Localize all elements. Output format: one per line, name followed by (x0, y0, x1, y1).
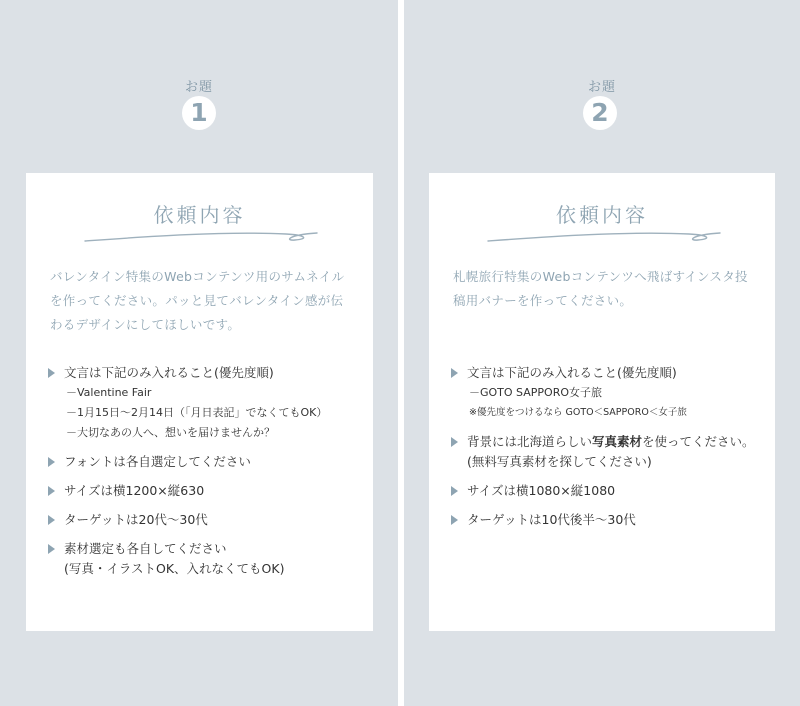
bullet-text: 文言は下記のみ入れること(優先度順) (467, 365, 677, 380)
bullet-subtext: －GOTO SAPPORO女子旅 (469, 386, 602, 399)
bullet-text: ターゲットは20代～30代 (64, 512, 208, 527)
triangle-bullet-icon (48, 368, 55, 378)
list-item (48, 539, 358, 579)
bullet-text: サイズは横1080×縦1080 (467, 483, 616, 498)
triangle-bullet-icon (451, 368, 458, 378)
bullet-text-pre: 背景には北海道らしい (467, 434, 593, 449)
request-card (429, 173, 775, 631)
triangle-bullet-icon (451, 437, 458, 447)
bullet-text-bold: 写真素材 (592, 434, 643, 449)
odai-label: お題 (184, 80, 213, 95)
bullet-text (467, 432, 761, 472)
bullet-subtext: －大切なあの人へ、想いを届けませんか？ (66, 426, 275, 439)
triangle-bullet-icon (451, 515, 458, 525)
list-item (48, 510, 358, 530)
list-item (451, 510, 761, 530)
odai-number-badge: 1 (182, 96, 216, 130)
swoosh-underline-icon (81, 225, 321, 247)
intro-text: 札幌旅行特集のWebコンテンツへ飛ばすインスタ投稿用バナーを作ってください。 (453, 269, 748, 308)
bullet-note: ※優先度をつけるなら GOTO＜SAPPORO＜女子旅 (469, 407, 687, 418)
odai-label: お題 (587, 80, 616, 95)
swoosh-underline-icon (484, 225, 724, 247)
triangle-bullet-icon (48, 544, 55, 554)
bullet-subtext: －1月15日～2月14日（「月日表記」でなくてもOK） (66, 406, 328, 419)
bullet-text-line2: (写真・イラストOK、入れなくてもOK) (64, 561, 285, 576)
intro-text: バレンタイン特集のWebコンテンツ用のサムネイルを作ってください。パッと見てバレンタイン感が伝わるデザインにしてほしいです。 (50, 269, 345, 332)
list-item (451, 481, 761, 501)
triangle-bullet-icon (48, 515, 55, 525)
card-title: 依頼内容 (153, 203, 246, 227)
bullet-text: フォントは各自選定してください (64, 454, 251, 469)
request-card (26, 173, 373, 631)
list-item (48, 481, 358, 501)
triangle-bullet-icon (48, 457, 55, 467)
list-item (48, 452, 358, 472)
panel-odai-1 (0, 0, 398, 706)
bullet-list (451, 363, 761, 539)
list-item (451, 363, 761, 423)
bullet-text-post: を使ってください。(無料写真素材を探してください) (467, 434, 755, 469)
panel-odai-2 (404, 0, 800, 706)
bullet-text: 素材選定も各自してください (64, 541, 227, 556)
bullet-subtext: －Valentine Fair (66, 386, 152, 399)
bullet-text: サイズは横1200×縦630 (64, 483, 205, 498)
card-title: 依頼内容 (556, 203, 648, 227)
odai-number-badge: 2 (583, 96, 617, 130)
list-item (48, 363, 358, 443)
triangle-bullet-icon (48, 486, 55, 496)
triangle-bullet-icon (451, 486, 458, 496)
bullet-text: ターゲットは10代後半～30代 (467, 512, 636, 527)
bullet-list (48, 363, 358, 588)
bullet-text: 文言は下記のみ入れること(優先度順) (64, 365, 274, 380)
list-item (451, 432, 761, 472)
